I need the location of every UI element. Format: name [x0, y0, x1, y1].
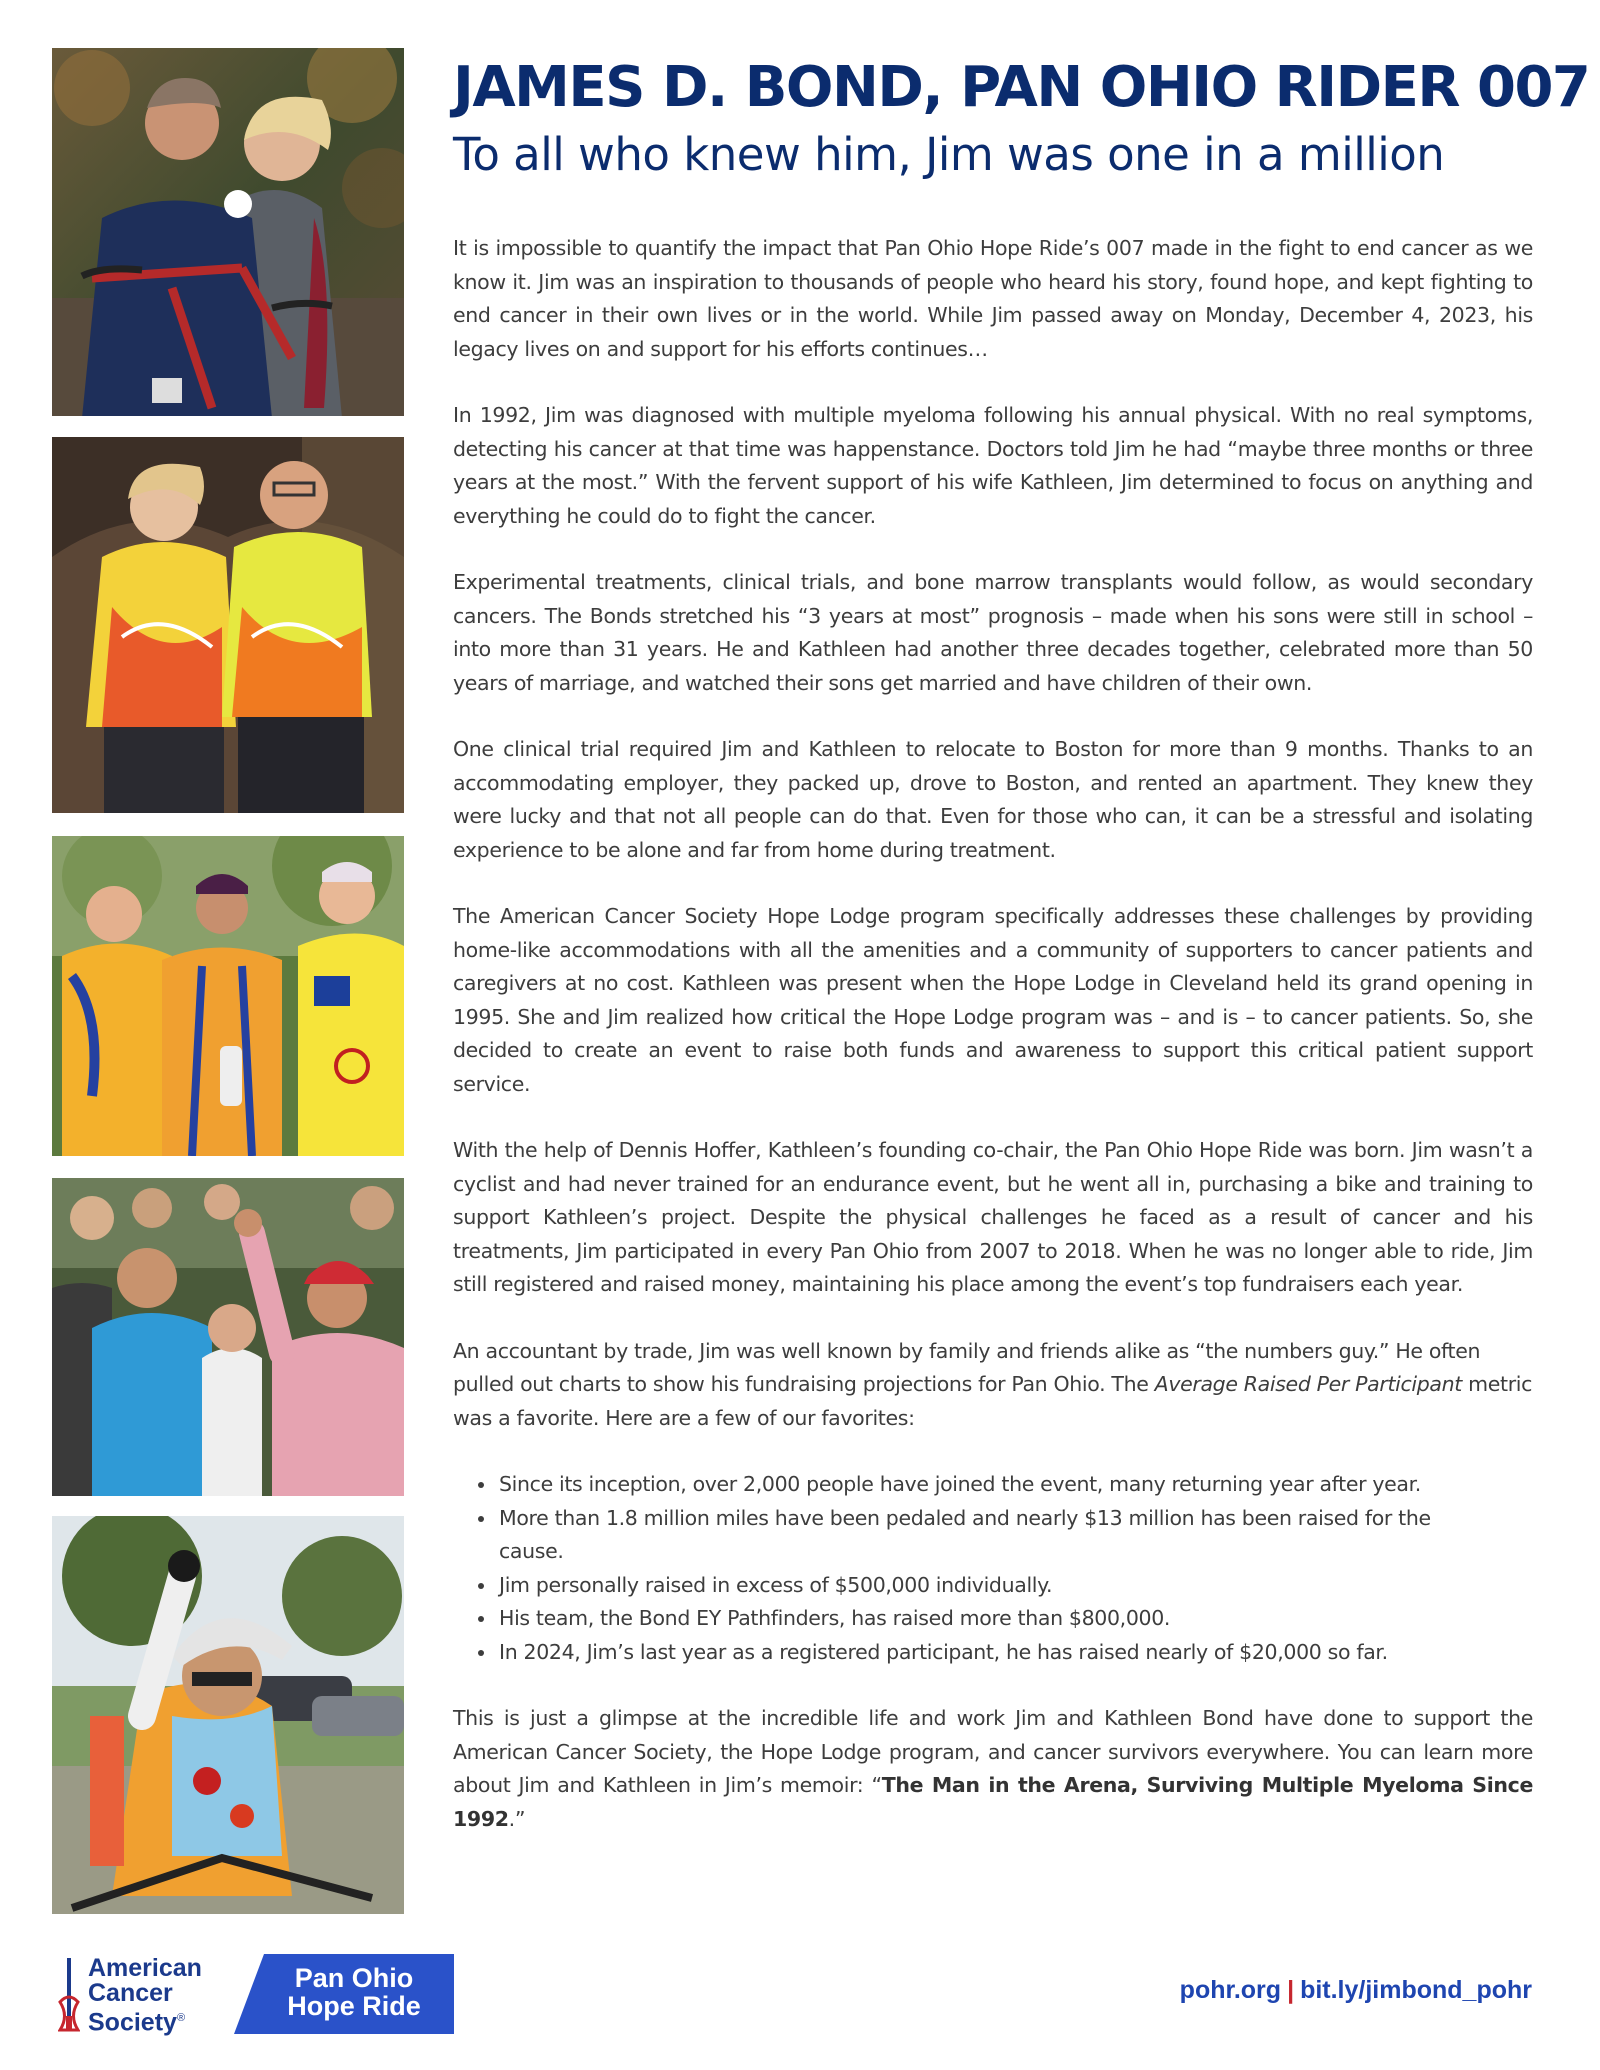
pan-ohio-hope-ride-logo — [234, 1954, 454, 2034]
page-subtitle: To all who knew him, Jim was one in a million — [453, 128, 1445, 181]
paragraph-closing — [453, 1702, 1533, 1836]
pohr-wordmark — [264, 1964, 444, 2020]
closing-text-end: .” — [508, 1806, 526, 1831]
numbers-guy-text-end: metric was a favorite. Here are a few of our favorites: — [453, 1372, 1533, 1430]
paragraph-ride-born: With the help of Dennis Hoffer, Kathleen’s founding co-chair, the Pan Ohio Hope Ride was born. Jim wasn’t a cyclist and had never trained for an endurance event, but he went all in, purchasing a bike and training to support Kathleen’s project. Despite the physical challenges he faced as a result of cancer and his treatments, Jim participated in every Pan Ohio from 2007 to 2018. When he was no longer able to ride, Jim still registered and raised money, maintaining his place among the event’s top fundraisers each year. — [453, 1138, 1533, 1296]
list-item: • More than 1.8 million miles have been pedaled and nearly $13 million has been raised for the cause. — [497, 1502, 1533, 1569]
list-item: • Since its inception, over 2,000 people have joined the event, many returning year after year. — [497, 1468, 1533, 1502]
acs-trademark: ® — [176, 2012, 186, 2024]
list-item: • His team, the Bond EY Pathfinders, has raised more than $800,000. — [497, 1602, 1533, 1636]
pohr-line-2: Hope Ride — [287, 1991, 421, 2021]
acs-wordmark — [88, 1956, 202, 2035]
acs-line-2: Cancer — [88, 1979, 173, 2007]
list-item: • Jim personally raised in excess of $500,000 individually. — [497, 1569, 1533, 1603]
page-title: JAMES D. BOND, PAN OHIO RIDER 007 — [453, 55, 1590, 120]
article-body — [453, 232, 1533, 1869]
link-separator: | — [1287, 1976, 1295, 2004]
photo-couple-in-jerseys — [52, 437, 404, 813]
paragraph-numbers-guy — [453, 1335, 1533, 1436]
paragraph-hope-lodge: The American Cancer Society Hope Lodge program specifically addresses these challenges by providing home-like accommodations with all the amenities and a community of supporters to cancer patients and caregivers at no cost. Kathleen was present when the Hope Lodge in Cleveland held its grand opening in 1995. She and Jim realized how critical the Hope Lodge program was – and is – to cancer patients. So, she decided to create an event to raise both funds and awareness to support this critical patient support service. — [453, 904, 1533, 1096]
photo-couple-with-bike — [52, 48, 404, 416]
acs-line-3: Society — [88, 2008, 177, 2037]
paragraph-intro: It is impossible to quantify the impact that Pan Ohio Hope Ride’s 007 made in the fight to end cancer as we know it. Jim was an inspiration to thousands of people who heard his story, found hope, and kept fighting to end cancer in their own lives or in the world. While Jim passed away on Monday, December 4, 2023, his legacy lives on and support for his efforts continues… — [453, 236, 1533, 361]
closing-text: This is just a glimpse at the incredible life and work Jim and Kathleen Bond have done to support the American Cancer Society, the Hope Lodge program, and cancer survivors everywhere. You can learn more about Jim and Kathleen in Jim’s memoir: “ — [453, 1706, 1533, 1797]
acs-sword-icon — [58, 1958, 80, 2032]
list-item: • In 2024, Jim’s last year as a registered participant, he has raised nearly of $20,000 so far. — [497, 1636, 1533, 1670]
pohr-line-1: Pan Ohio — [294, 1963, 414, 1993]
memoir-title: The Man in the Arena, Surviving Multiple Myeloma Since 1992 — [453, 1773, 1533, 1831]
footer-links — [1180, 1976, 1532, 2005]
acs-line-3-wrap — [88, 2006, 202, 2035]
footer-logos — [58, 1954, 421, 2037]
pohr-link[interactable]: pohr.org — [1179, 1976, 1282, 2004]
numbers-guy-text: An accountant by trade, Jim was well known by family and friends alike as “the numbers guy.” He often pulled out charts to show his fundraising projections for Pan Ohio. The — [453, 1338, 1481, 1396]
metric-name: Average Raised Per Participant — [1154, 1372, 1462, 1396]
acs-line-1: American — [88, 1954, 202, 1982]
photo-cyclist-fist-up — [52, 1516, 404, 1914]
photo-crowd-cheering — [52, 1178, 404, 1496]
main-content — [453, 50, 1590, 1831]
jimbond-link[interactable]: bit.ly/jimbond_pohr — [1300, 1976, 1532, 2004]
paragraph-diagnosis: In 1992, Jim was diagnosed with multiple myeloma following his annual physical. With no real symptoms, detecting his cancer at that time was happenstance. Doctors told Jim he had “maybe three months or three years at the most.” With the fervent support of his wife Kathleen, Jim determined to focus on anything and everything he could do to fight the cancer. — [453, 403, 1533, 528]
american-cancer-society-logo — [58, 1954, 233, 2037]
paragraph-treatments: Experimental treatments, clinical trials, and bone marrow transplants would follow, as would secondary cancers. The Bonds stretched his “3 years at most” prognosis – made when his sons were still in school – into more than 31 years. He and Kathleen had another three decades together, celebrated more than 50 years of marriage, and watched their sons get married and have children of their own. — [453, 570, 1533, 695]
favorites-list — [453, 1468, 1533, 1669]
photo-three-riders — [52, 836, 404, 1156]
paragraph-boston: One clinical trial required Jim and Kathleen to relocate to Boston for more than 9 months. Thanks to an accommodating employer, they packed up, drove to Boston, and rented an apartment. They knew they were lucky and that not all people can do that. Even for those who can, it can be a stressful and isolating experience to be alone and far from home during treatment. — [453, 737, 1533, 862]
